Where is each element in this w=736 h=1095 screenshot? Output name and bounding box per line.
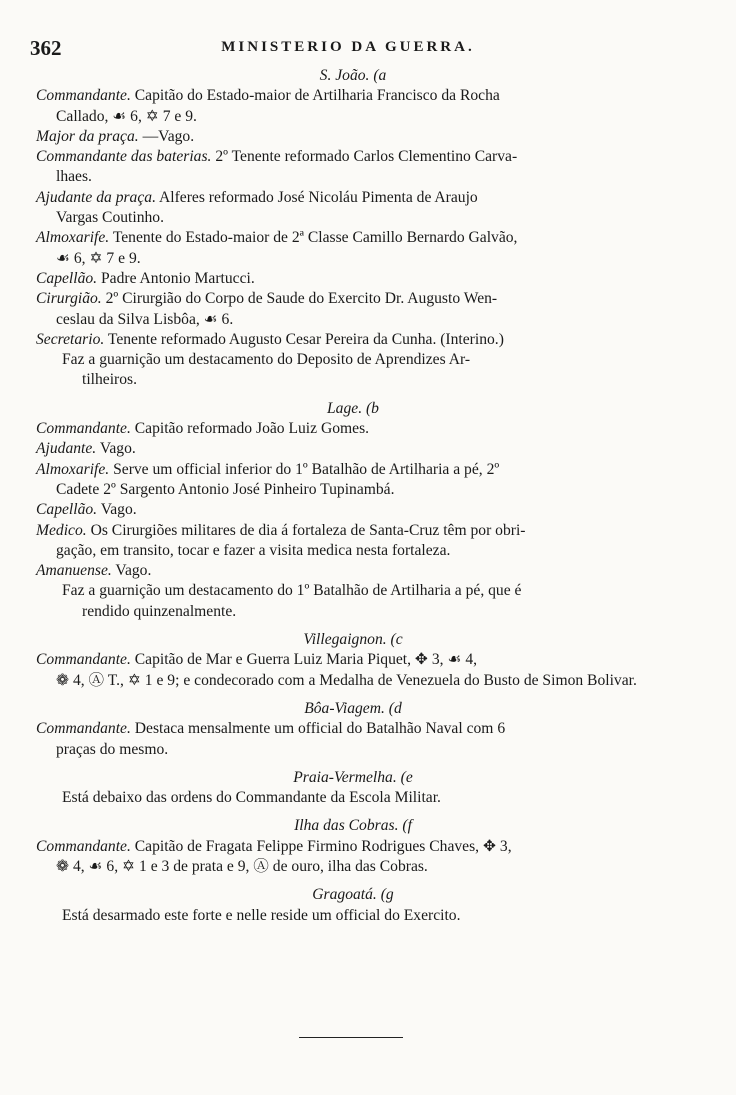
section-note xyxy=(34,581,672,622)
entry-continuation: Callado, ☙ 6, ✡ 7 e 9. xyxy=(56,107,197,125)
note-text: Faz a guarnição um destacamento do 1º Batalhão de Artilharia a pé, que é xyxy=(62,582,522,600)
entry xyxy=(34,269,672,289)
entry-label: Capellão. xyxy=(36,501,98,519)
entry-text: Capitão do Estado-maior de Artilharia Francisco da Rocha xyxy=(134,87,500,105)
section-heading: Lage. (b xyxy=(327,399,379,417)
entry-text: Tenente do Estado-maior de 2ª Classe Camillo Bernardo Galvão, xyxy=(112,229,518,247)
end-rule xyxy=(299,1037,403,1038)
note-text: Está desarmado este forte e nelle reside um official do Exercito. xyxy=(62,906,461,924)
entry xyxy=(34,127,672,147)
entry-label: Secretario. xyxy=(36,330,105,348)
entry-label: Ajudante da praça. xyxy=(36,188,156,206)
entry-continuation: Vargas Coutinho. xyxy=(56,209,164,227)
entry-label: Commandante. xyxy=(36,420,131,438)
note-continuation: rendido quinzenalmente. xyxy=(82,602,237,620)
entry xyxy=(34,561,672,581)
entry-label: Almoxarife. xyxy=(36,460,110,478)
entry xyxy=(34,86,672,127)
entry-continuation: ceslau da Silva Lisbôa, ☙ 6. xyxy=(56,310,234,328)
entry-label: Commandante. xyxy=(36,720,131,738)
section-heading: Ilha das Cobras. (f xyxy=(294,817,412,835)
entry xyxy=(34,419,672,439)
entry xyxy=(34,439,672,459)
note-text: Faz a guarnição um destacamento do Deposito de Aprendizes Ar- xyxy=(62,351,471,369)
entry-label: Major da praça. xyxy=(36,127,139,145)
entry-label: Cirurgião. xyxy=(36,290,102,308)
entry xyxy=(34,228,672,269)
entry xyxy=(34,147,672,188)
section-note xyxy=(34,906,672,926)
entry xyxy=(34,330,672,350)
entry-text: Tenente reformado Augusto Cesar Pereira da Cunha. (Interino.) xyxy=(107,330,504,348)
entry-label: Capellão. xyxy=(36,269,98,287)
entry-text: Padre Antonio Martucci. xyxy=(100,269,255,287)
entry xyxy=(34,460,672,501)
entry xyxy=(34,837,672,878)
entry-continuation: ❁ 4, ☙ 6, ✡ 1 e 3 de prata e 9, Ⓐ de ouro, ilha das Cobras. xyxy=(56,857,428,875)
entry-text: 2º Tenente reformado Carlos Clementino Carva- xyxy=(215,148,518,166)
running-title: MINISTERIO DA GUERRA. xyxy=(221,39,475,55)
entry-continuation: praças do mesmo. xyxy=(56,740,169,758)
entry-label: Commandante. xyxy=(36,87,131,105)
entry-label: Commandante. xyxy=(36,651,131,669)
page-number: 362 xyxy=(30,36,62,60)
entry xyxy=(34,289,672,330)
entry-label: Commandante das baterias. xyxy=(36,148,212,166)
entry-text: Vago. xyxy=(99,440,136,458)
entry-text: Serve um official inferior do 1º Batalhão de Artilharia a pé, 2º xyxy=(113,460,500,478)
entry-label: Ajudante. xyxy=(36,440,97,458)
note-continuation: tilheiros. xyxy=(82,371,138,389)
section-heading: Praia-Vermelha. (e xyxy=(293,768,413,786)
entry-text: Vago. xyxy=(115,562,152,580)
section-heading: Gragoatá. (g xyxy=(312,886,394,904)
entry-continuation: Cadete 2º Sargento Antonio José Pinheiro Tupinambá. xyxy=(56,480,395,498)
entry-continuation: ❁ 4, Ⓐ T., ✡ 1 e 9; e condecorado com a Medalha de Venezuela do Busto de Simon Bolivar. xyxy=(56,671,637,689)
entry-text: Os Cirurgiões militares de dia á fortaleza de Santa-Cruz têm por obri- xyxy=(90,521,526,539)
entry-text: Vago. xyxy=(100,501,137,519)
section-heading: Villegaignon. (c xyxy=(303,631,403,649)
page-header xyxy=(30,36,666,62)
note-text: Está debaixo das ordens do Commandante da Escola Militar. xyxy=(62,789,441,807)
entry-continuation: lhaes. xyxy=(56,168,92,186)
section-heading: S. João. (a xyxy=(319,67,387,84)
section-note xyxy=(34,350,672,391)
entry xyxy=(34,188,672,229)
section-heading: Bôa-Viagem. (d xyxy=(304,699,402,717)
entry-text: Capitão de Fragata Felippe Firmino Rodrigues Chaves, ✥ 3, xyxy=(134,837,512,855)
entry xyxy=(34,719,672,760)
entry-text: Capitão reformado João Luiz Gomes. xyxy=(134,420,370,438)
entry-text: Destaca mensalmente um official do Batalhão Naval com 6 xyxy=(134,720,506,738)
entry xyxy=(34,650,672,691)
entry-text: Alferes reformado José Nicoláu Pimenta de Araujo xyxy=(159,188,478,206)
entry-label: Medico. xyxy=(36,521,87,539)
entry xyxy=(34,500,672,520)
entry-label: Amanuense. xyxy=(36,562,112,580)
entry-text: Capitão de Mar e Guerra Luiz Maria Piquet, ✥ 3, ☙ 4, xyxy=(134,651,478,669)
entry-text: —Vago. xyxy=(142,127,195,145)
section-note xyxy=(34,788,672,808)
entry-continuation: ☙ 6, ✡ 7 e 9. xyxy=(56,249,141,267)
page-body xyxy=(34,66,672,926)
entry xyxy=(34,521,672,562)
entry-label: Almoxarife. xyxy=(36,229,110,247)
entry-text: 2º Cirurgião do Corpo de Saude do Exercito Dr. Augusto Wen- xyxy=(105,290,498,308)
entry-continuation: gação, em transito, tocar e fazer a visita medica nesta fortaleza. xyxy=(56,541,451,559)
entry-label: Commandante. xyxy=(36,837,131,855)
